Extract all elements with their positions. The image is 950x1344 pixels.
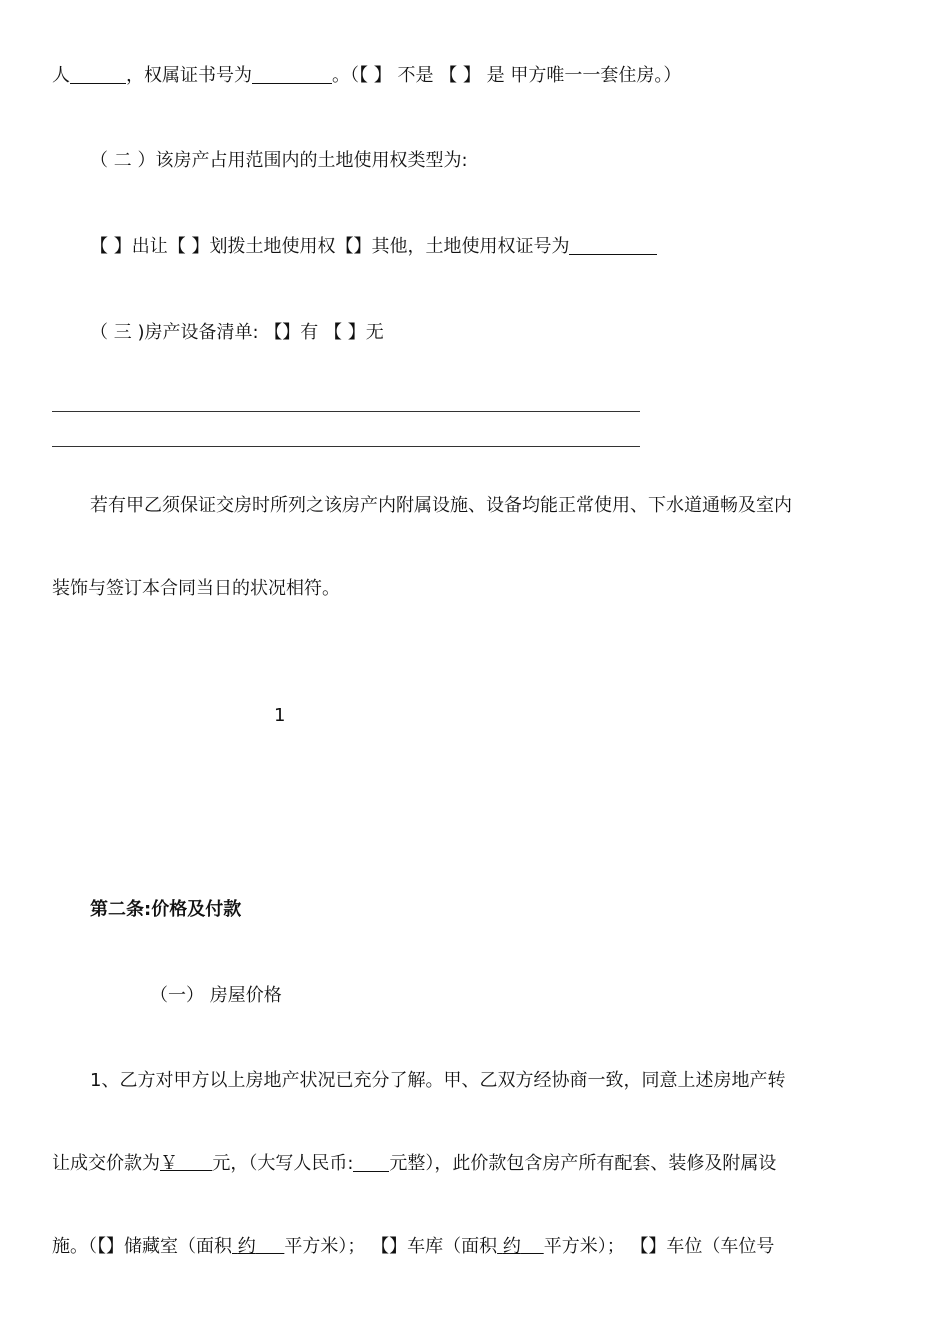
land-use-options-line xyxy=(90,235,657,259)
paragraph-line: 1、乙方对甲方以上房地产状况已充分了解。甲、乙双方经协商一致，同意上述房地产转 xyxy=(90,1070,786,1091)
blank-field xyxy=(252,65,332,84)
text: 平方米）； 【】车位（车位号 xyxy=(543,1236,775,1257)
price-line xyxy=(52,1152,776,1176)
subsection-heading: （一） 房屋价格 xyxy=(150,985,282,1006)
text: ￥ xyxy=(160,1153,178,1174)
land-use-type-line: （ 二 ）该房产占用范围内的土地使用权类型为: xyxy=(90,150,468,171)
section-heading: 第二条:价格及付款 xyxy=(90,899,242,920)
text: ，权属证书号为 xyxy=(126,65,252,86)
page-number: 1 xyxy=(274,705,286,726)
blank-field xyxy=(569,236,657,255)
text: 元整），此价款包含房产所有配套、装修及附属设 xyxy=(389,1153,777,1174)
text: 平方米）； 【】车库（面积 xyxy=(284,1236,498,1257)
text: 约 xyxy=(502,1236,521,1257)
text: 人 xyxy=(52,65,70,86)
text: 施。（【】储藏室（面积 xyxy=(52,1236,232,1257)
paragraph-line: 装饰与签订本合同当日的状况相符。 xyxy=(52,578,340,599)
ownership-line xyxy=(52,64,681,88)
equipment-list-line: （ 三 )房产设备清单: 【】有 【 】无 xyxy=(90,322,384,343)
text: 【 】出让【 】划拨土地使用权【】其他，土地使用权证号为 xyxy=(90,236,570,257)
blank-field xyxy=(70,65,126,84)
text: 元，（大写人民币: xyxy=(212,1153,354,1174)
fill-in-rule xyxy=(52,446,640,447)
area-field xyxy=(497,1236,544,1257)
blank-field xyxy=(353,1153,389,1172)
text: 。（【 】 不是 【 】 是 甲方唯一一套住房。） xyxy=(332,65,682,86)
area-field xyxy=(232,1236,284,1257)
text: 约 xyxy=(237,1236,256,1257)
paragraph-line: 若有甲乙须保证交房时所列之该房产内附属设施、设备均能正常使用、下水道通畅及室内 xyxy=(90,495,792,516)
fill-in-rule xyxy=(52,411,640,412)
text: 让成交价款为 xyxy=(52,1153,160,1174)
currency-symbol xyxy=(160,1153,212,1174)
facility-line xyxy=(52,1235,774,1259)
